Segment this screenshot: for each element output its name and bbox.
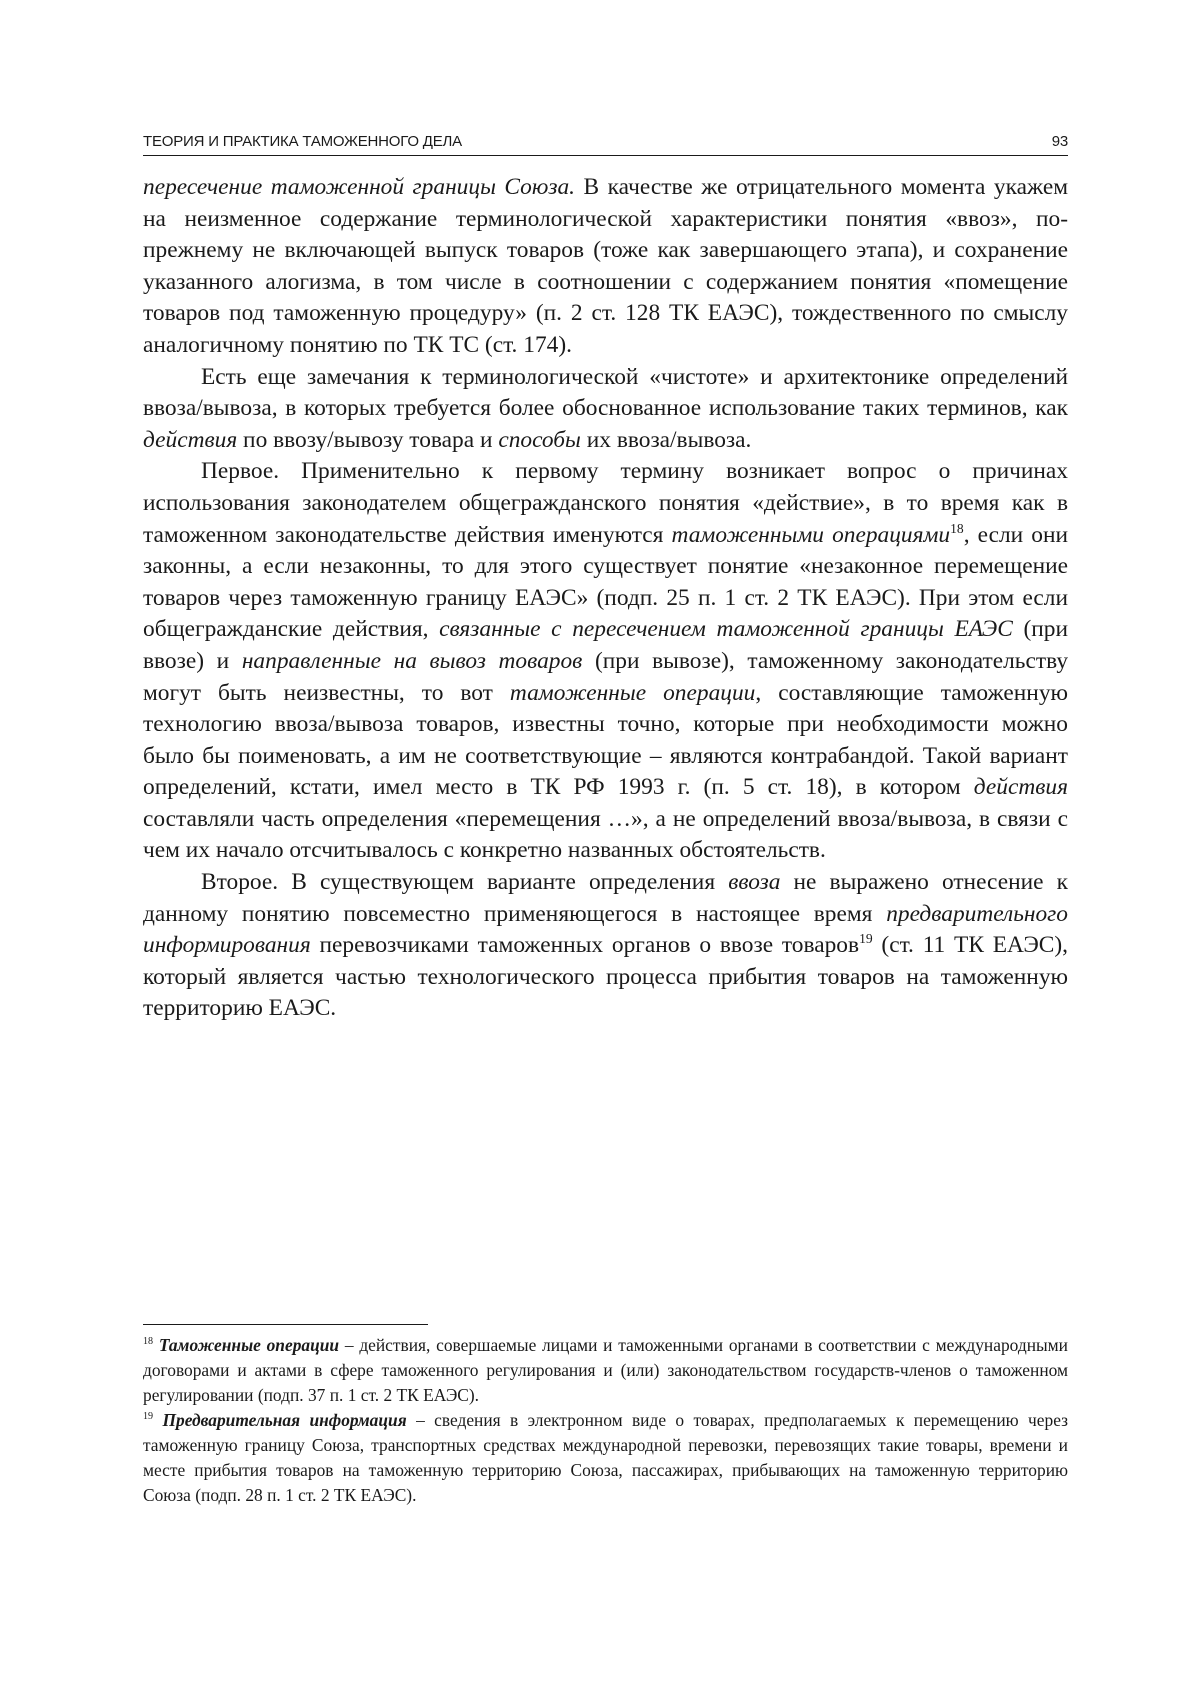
footnote-text: – действия, совершаемые лицами и таможенными органами в соответствии с международными договорами и актами в сфере таможенного регулирования и (или) законодательством государств-членов о таможенном регулировании (подп. 37 п. 1 ст. 2 ТК ЕАЭС). (143, 1335, 1068, 1405)
text-run: по ввозу/вывозу товара и (237, 426, 499, 453)
text-run: их ввоза/вывоза. (580, 426, 752, 453)
text-run: , составляющие таможенную технологию ввоза/вывоза товаров, известны точно, которые при необходимости можно было бы поименовать, а им не соответствующие – являются контрабандой. Такой вариант определений, кстати, имел место в ТК РФ 1993 г. (п. 5 ст. 18), в котором (143, 679, 1068, 801)
text-run: составляли часть определения «перемещения …», а не определений ввоза/вывоза, в связи с чем их начало отсчитывалось с конкретно названных обстоятельств. (143, 805, 1068, 864)
footnotes (143, 1333, 1068, 1508)
italic-term: пересечение таможенной границы Союза. (143, 174, 576, 200)
italic-term: связанные с пересечением таможенной границы ЕАЭС (439, 616, 1013, 643)
text-run: не выражено отнесение к данному понятию повсеместно применяющегося в настоящее время (143, 869, 1068, 927)
text-run: Есть еще замечания к терминологической «чистоте» и архитектонике определений ввоза/вывоза, в которых требуется более обоснованное использование таких терминов, как (143, 363, 1068, 422)
text-run: Первое. Применительно к первому термину возникает вопрос о причинах использования законодателем общегражданского понятия «действие», в то время как в таможенном законодательстве действия именуются (143, 458, 1068, 548)
paragraph-4 (143, 867, 1068, 1025)
footnote-18 (143, 1333, 1068, 1408)
paragraph-1 (143, 172, 1068, 362)
text-run: Второе. В существующем варианте определения (201, 869, 729, 896)
italic-term: предварительного информирования (143, 900, 1068, 959)
page-number: 93 (1051, 133, 1068, 150)
footnote-number: 19 (143, 1411, 154, 1423)
italic-term: таможенными операциями (671, 521, 951, 548)
text-run: перевозчиками таможенных органов о ввозе товаров (310, 932, 860, 959)
running-header (143, 131, 1068, 156)
italic-term: ввоза (728, 869, 781, 896)
footnote-number: 18 (143, 1336, 154, 1348)
text-run: (при ввозе) и (143, 616, 1068, 674)
journal-title: ТЕОРИЯ И ПРАКТИКА ТАМОЖЕННОГО ДЕЛА (143, 133, 462, 150)
italic-term: действия (143, 426, 238, 453)
footnote-text: – сведения в электронном виде о товарах, предполагаемых к перемещению через таможенную границу Союза, транспортных средствах международной перевозки, перевозящих такие товары, времени и месте прибытия товаров на таможенную территорию Союза, пассажирах, прибывающих на таможенную территорию Союза (подп. 28 п. 1 ст. 2 ТК ЕАЭС). (143, 1410, 1069, 1505)
footnote-term: Предварительная информация (162, 1410, 407, 1430)
footnote-divider (143, 1324, 428, 1325)
paragraph-3 (143, 456, 1068, 867)
footnote-ref-19[interactable]: 19 (859, 931, 873, 947)
main-text (143, 172, 1068, 1025)
paragraph-2 (143, 362, 1068, 457)
italic-term: способы (498, 426, 581, 453)
text-run: (при вывозе), таможенному законодательству могут быть неизвестны, то вот (143, 647, 1069, 706)
text-run: , если они законны, а если незаконны, то для этого существует понятие «незаконное перемещение товаров через таможенную границу ЕАЭС» (подп. 25 п. 1 ст. 2 ТК ЕАЭС). При этом если общегражданские действия, (143, 521, 1069, 643)
footnote-term: Таможенные операции (158, 1335, 340, 1355)
footnote-19 (143, 1408, 1068, 1508)
footnote-ref-18[interactable]: 18 (950, 520, 964, 536)
italic-term: таможенные операции (509, 679, 756, 706)
text-run: В качестве же отрицательного момента укажем на неизменное содержание терминологической характеристики понятия «ввоз», по-прежнему не включающей выпуск товаров (тоже как завершающего этапа), и сохранение указанного алогизма, в том числе в соотношении с содержанием понятия «помещение товаров под таможенную процедуру» (п. 2 ст. 128 ТК ЕАЭС), тождественного по смыслу аналогичному понятию по ТК ТС (ст. 174). (143, 174, 1069, 358)
italic-term: действия (973, 774, 1068, 801)
italic-term: направленные на вывоз товаров (241, 647, 583, 674)
text-run: (ст. 11 ТК ЕАЭС), который является частью технологического процесса прибытия товаров на таможенную территорию ЕАЭС. (143, 932, 1069, 1022)
